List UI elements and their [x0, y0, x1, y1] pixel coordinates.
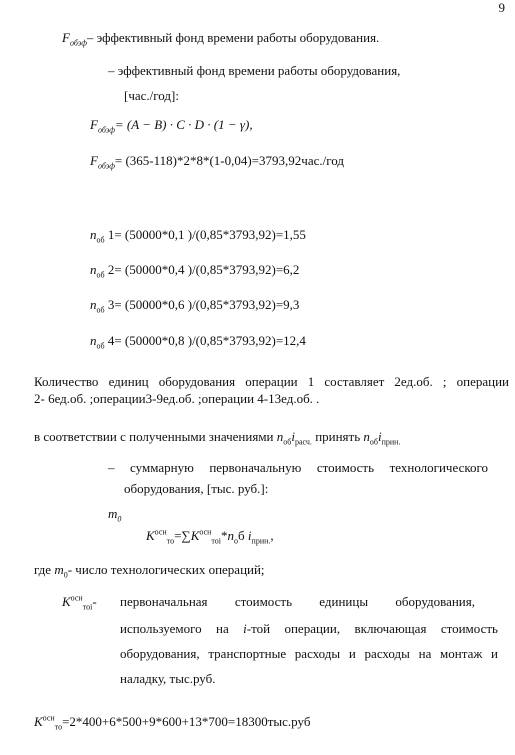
koi-line-3: оборудования, транспортные расходы и расходы на монтаж и: [120, 646, 498, 661]
koi-line-4: наладку, тыс.руб.: [120, 671, 216, 686]
n-calc-2: $n_{об}$ 2= (50000*0,4 )/(0,85*3793,92)=6,2: [90, 262, 300, 280]
accordance-line: в соответствии с полученными значениями $n_{об}i_{расч.}$ принять $n_{об}i_{прин.}$: [34, 429, 401, 447]
n-calc-4: $n_{об}$ 4= (50000*0,8 )/(0,85*3793,92)=12,4: [90, 333, 306, 351]
formula-numeric-text: = (365-118)*2*8*(1-0,04)=3793,92час./год: [114, 153, 344, 168]
count-line-2: 2- 6ед.об. ;операции3-9ед.об. ;операции 4-13ед.об. .: [34, 391, 320, 406]
formula-numeric: $F_{обэф}= (365-118)*2*8*(1-0,04)=3793,92час./год$: [90, 153, 344, 171]
cost-formula: $K^{осн}_{то}=\sum K^{осн}_{тоi}*n_об$ $i_{прин.}$,: [146, 527, 274, 546]
m0-label: $m_0$: [108, 506, 122, 524]
fobef-definition-text: – эффективный фонд времени работы оборудования.: [86, 30, 380, 45]
final-formula: $K^{осн}_{то}=2*400+6*500+9*600+13*700=18300тыс.руб$: [34, 713, 311, 732]
n-calc-1: $n_{об}$ 1= (50000*0,1 )/(0,85*3793,92)=1,55: [90, 227, 306, 245]
formula-general-text: = (A − B) · C · D · (1 − γ),: [114, 117, 253, 132]
formula-general: $F_{обэф}= (A - B) \cdot C \cdot D \cdot (1 - \gamma)$,: [90, 117, 253, 135]
koi-line-1: первоначальная стоимость единицы оборудования,: [120, 594, 475, 609]
page-number: 9: [498, 0, 505, 15]
fobef-definition: $F_{обэф}-$ эффективный фонд времени работы оборудования.: [62, 30, 380, 48]
koi-line-2: используемого на i-той операции, включающая стоимость: [120, 621, 498, 636]
cost-bullet-1: – суммарную первоначальную стоимость технологического: [108, 460, 488, 475]
fobef-bullet: – эффективный фонд времени работы оборудования,: [108, 63, 401, 78]
where-line: где $m_0-$ число технологических операций;: [34, 562, 265, 580]
unit-hours: [час./год]:: [124, 88, 179, 103]
count-line-1: Количество единиц оборудования операции 1 составляет 2ед.об. ; операции: [34, 374, 509, 389]
n-calc-3: $n_{об}$ 3= (50000*0,6 )/(0,85*3793,92)=9,3: [90, 297, 300, 315]
cost-bullet-2: оборудования, [тыс. руб.]:: [124, 481, 269, 496]
koi-symbol: $K^{осн}_{тоi}-$: [62, 593, 97, 612]
